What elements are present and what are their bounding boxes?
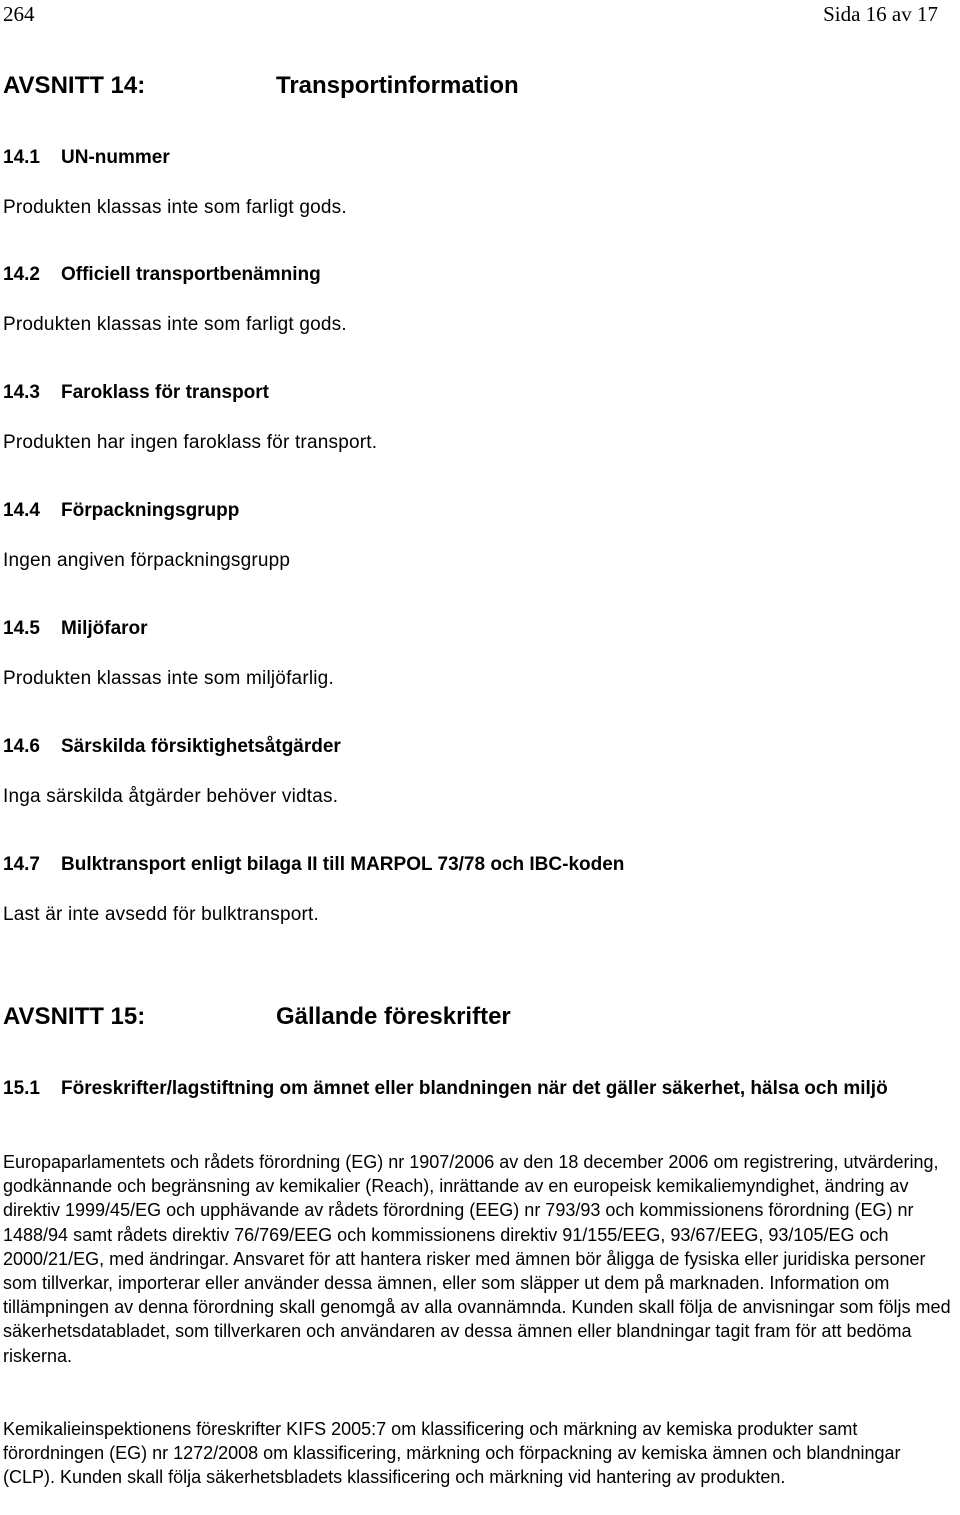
page-label: Sida 16 av 17 xyxy=(823,2,938,26)
subsection-title: Bulktransport enligt bilaga II till MARPOL 73/78 och IBC-koden xyxy=(61,854,625,875)
subsection-14-2-heading xyxy=(3,264,321,286)
subsection-14-3-text: Produkten har ingen faroklass för transport. xyxy=(3,432,378,453)
regulation-paragraph-kifs: Kemikalieinspektionens föreskrifter KIFS 2005:7 om klassificering och märkning av kemiska produkter samt förordningen (EG) nr 1272/2008 om klassificering, märkning och förpackning av kemiska ämnen och blandningar (CLP). Kunden skall följa säkerhetsbladets klassificering och märkning vid hantering av produkten. xyxy=(3,1419,901,1488)
subsection-14-4-heading xyxy=(3,500,239,522)
subsection-14-6-text: Inga särskilda åtgärder behöver vidtas. xyxy=(3,786,339,807)
subsection-14-4-text: Ingen angiven förpackningsgrupp xyxy=(3,550,291,571)
subsection-14-2-text: Produkten klassas inte som farligt gods. xyxy=(3,314,347,335)
subsection-number: 14.2 xyxy=(3,264,40,285)
subsection-14-1-heading xyxy=(3,147,170,169)
subsection-number: 14.1 xyxy=(3,147,40,168)
subsection-number: 15.1 xyxy=(3,1078,40,1099)
section14-title: Transportinformation xyxy=(276,72,519,99)
subsection-number: 14.7 xyxy=(3,854,40,875)
subsection-title: Faroklass för transport xyxy=(61,382,269,403)
subsection-title: Föreskrifter/lagstiftning om ämnet eller blandningen när det gäller säkerhet, hälsa och miljö xyxy=(61,1078,888,1099)
subsection-title: Officiell transportbenämning xyxy=(61,264,321,285)
subsection-14-3-heading xyxy=(3,382,269,404)
subsection-14-7-heading xyxy=(3,854,624,876)
section15-label: AVSNITT 15: xyxy=(3,1003,146,1030)
subsection-14-5-text: Produkten klassas inte som miljöfarlig. xyxy=(3,668,334,689)
subsection-14-7-text: Last är inte avsedd för bulktransport. xyxy=(3,904,319,925)
subsection-14-6-heading xyxy=(3,736,341,758)
subsection-number: 14.4 xyxy=(3,500,40,521)
subsection-title: Förpackningsgrupp xyxy=(61,500,240,521)
subsection-number: 14.3 xyxy=(3,382,40,403)
section14-label: AVSNITT 14: xyxy=(3,72,146,99)
subsection-title: Miljöfaror xyxy=(61,618,148,639)
subsection-14-5-heading xyxy=(3,618,148,640)
regulation-paragraph-reach: Europaparlamentets och rådets förordning (EG) nr 1907/2006 av den 18 december 2006 om registrering, utvärdering, godkännande och begränsning av kemikalier (Reach), inrättande av en europeisk kemikaliemyndighet, ändring av direktiv 1999/45/EG och upphävande av rådets förordning (EEG) nr 793/93 och kommissionens förordning (EG) nr 1488/94 samt rådets direktiv 76/769/EEG och kommissionens direktiv 91/155/EEG, 93/67/EEG, 93/105/EG och 2000/21/EG, med ändringar. Ansvaret för att hantera risker med ämnen bör åligga de fysiska eller juridiska personer som tillverkar, importerar eller använder dessa ämnen, eller som släpper ut dem på marknaden. Information om tillämpningen av denna förordning skall genomgå av alla ovannämnda. Kunden skall följa de anvisningar som följs med säkerhetsdatabladet, som tillverkaren och användaren av dessa ämnen eller blandningar tagit fram för att bedöma riskerna. xyxy=(3,1152,951,1366)
subsection-14-1-text: Produkten klassas inte som farligt gods. xyxy=(3,197,347,218)
section15-title: Gällande föreskrifter xyxy=(276,1003,511,1030)
subsection-title: UN-nummer xyxy=(61,147,170,168)
subsection-number: 14.6 xyxy=(3,736,40,757)
subsection-title: Särskilda försiktighetsåtgärder xyxy=(61,736,341,757)
page-number: 264 xyxy=(3,2,35,26)
subsection-15-1-heading xyxy=(3,1076,948,1101)
subsection-number: 14.5 xyxy=(3,618,40,639)
